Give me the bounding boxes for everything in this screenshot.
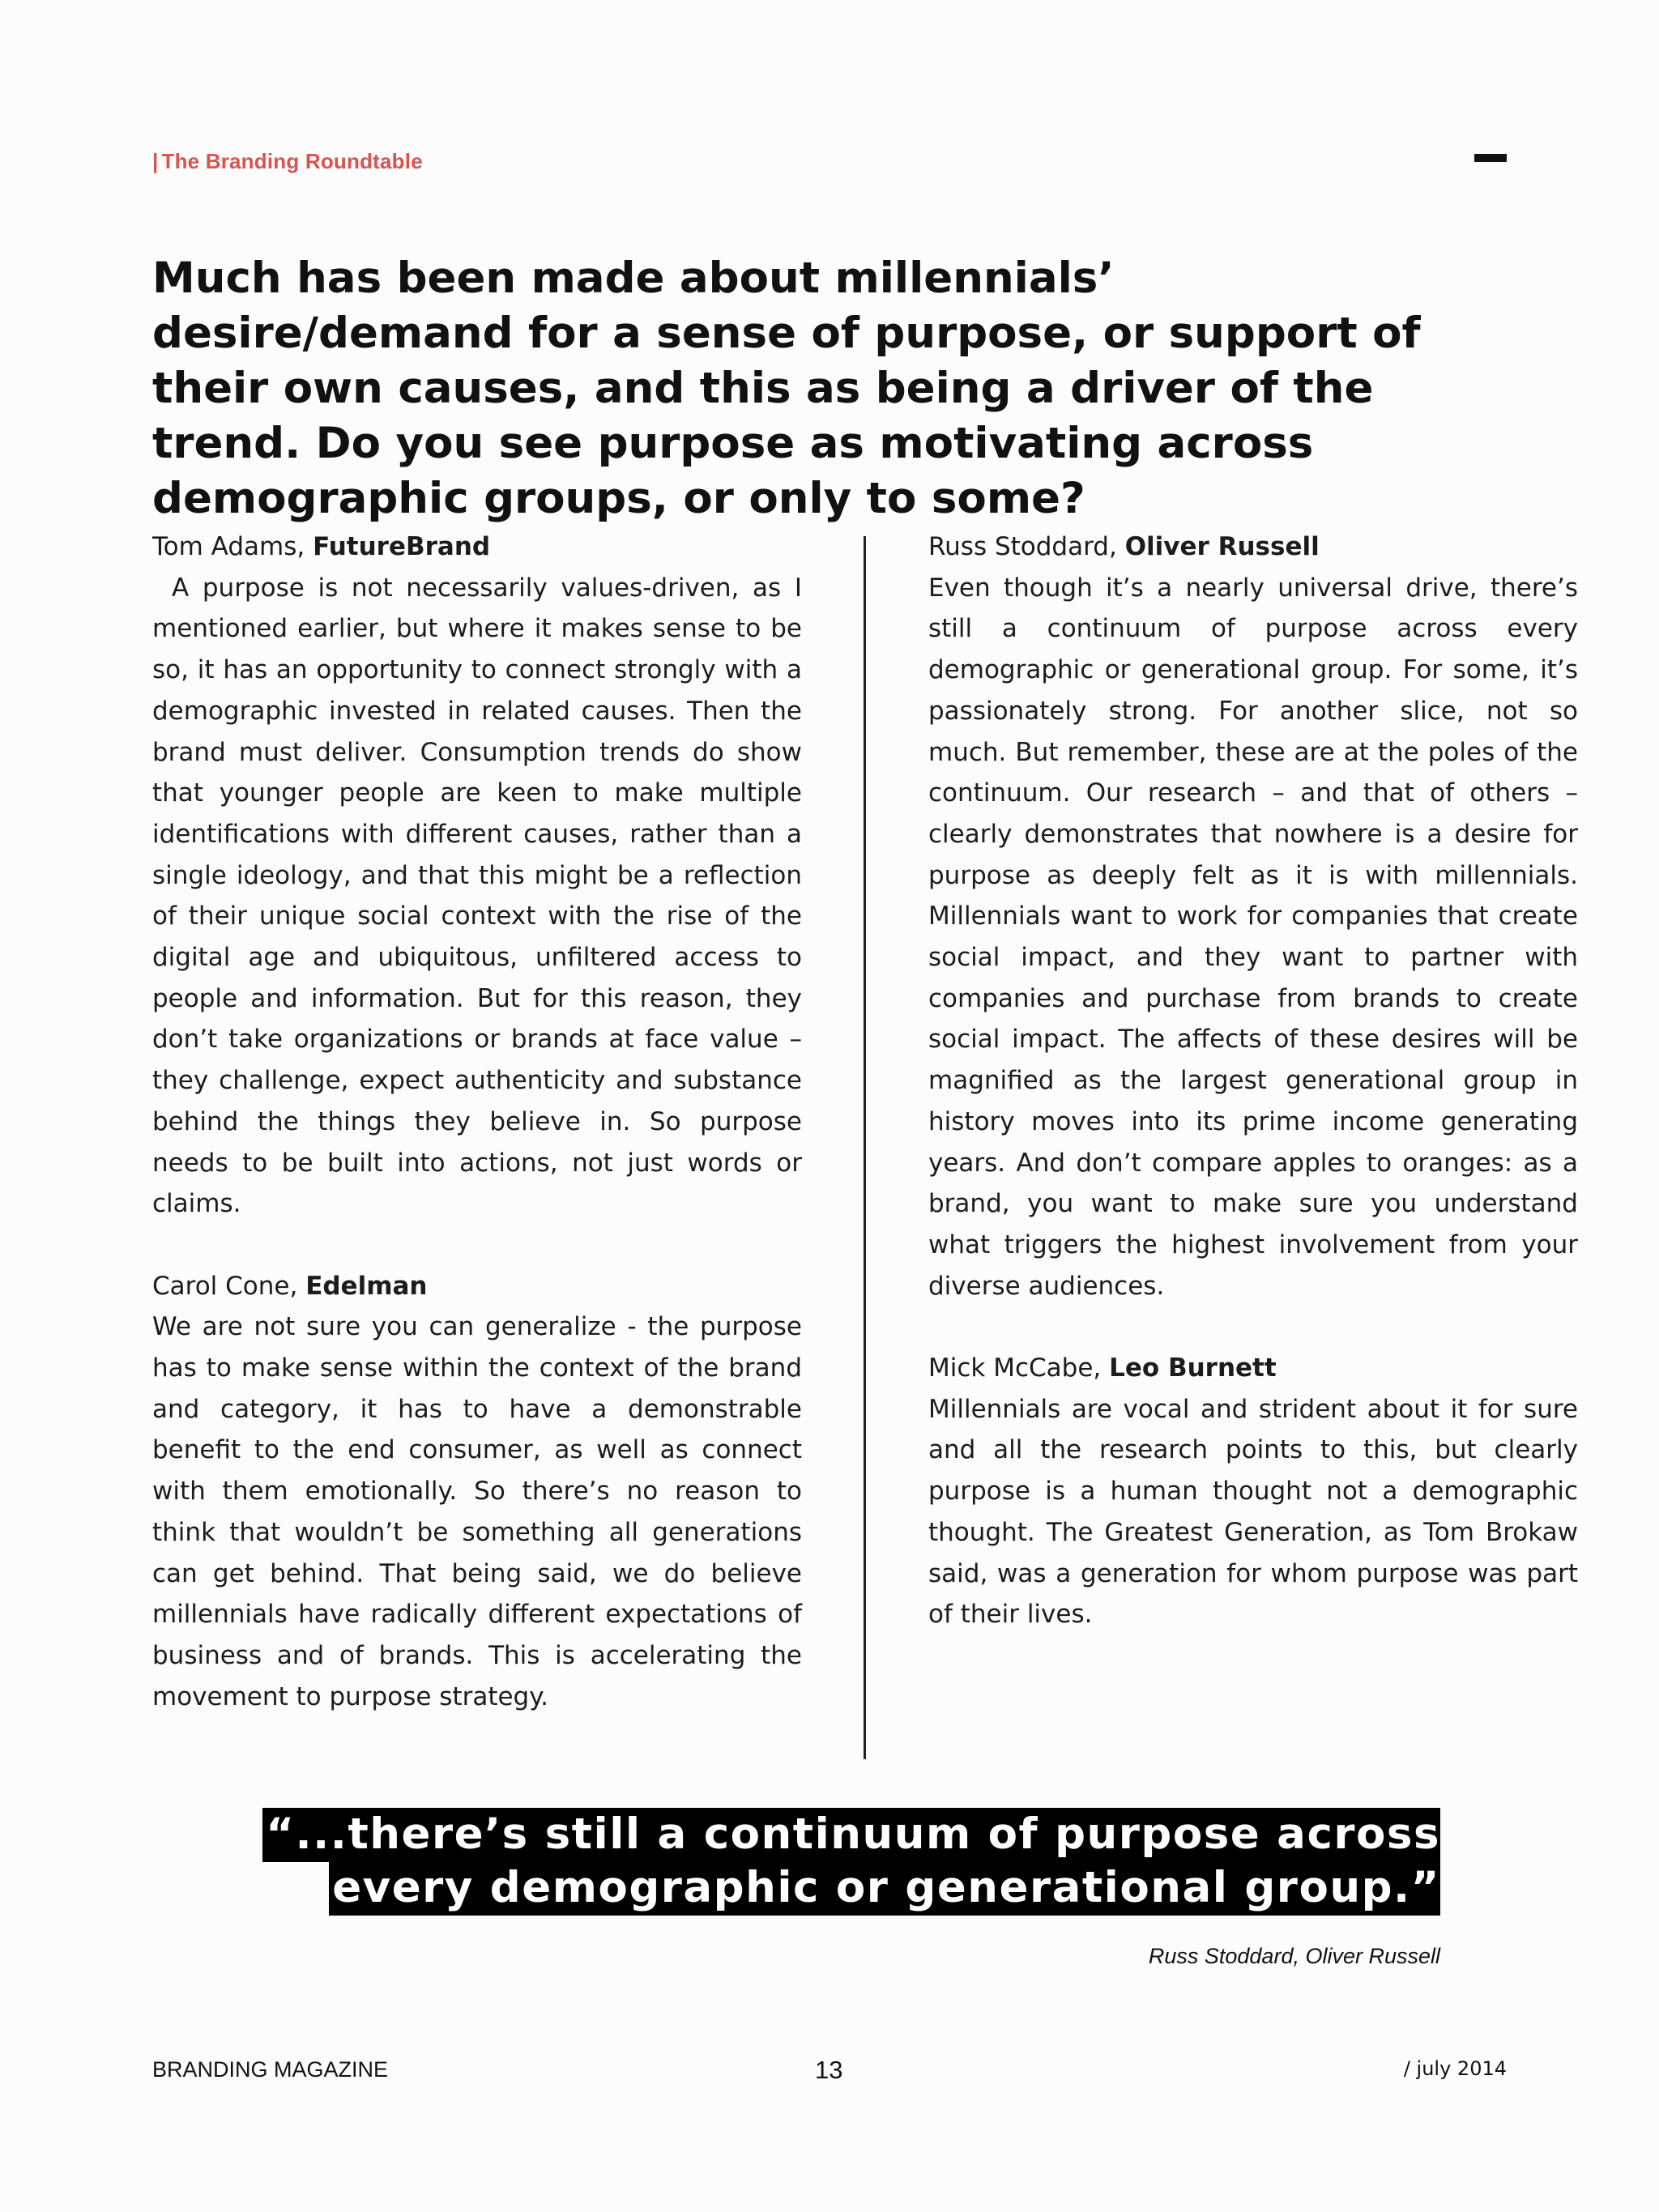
speaker-credit: [152, 526, 802, 568]
pull-quote-credit: Russ Stoddard, Oliver Russell: [1148, 1944, 1440, 1968]
speaker-organization: Leo Burnett: [1109, 1353, 1277, 1383]
column-divider: [864, 536, 866, 1759]
speaker-organization: Oliver Russell: [1124, 532, 1320, 561]
page-number: 13: [815, 2056, 843, 2084]
response-text: A purpose is not necessarily values-driven, as I mentioned earlier, but where it makes sense to be so, it has an opportunity to connect strongly with a demographic invested in related causes. Then the brand must deliver. Consumption trends do show that younger people are keen to make multiple identifications with different causes, rather than a single ideology, and that this might be a reflection of their unique social context with the rise of the digital age and ubiquitous, unfiltered access to people and information. But for this reason, they don’t take organizations or brands at face value – they challenge, expect authenticity and substance behind the things they believe in. So purpose needs to be built into actions, not just words or claims.: [152, 573, 802, 1219]
speaker-organization: FutureBrand: [313, 532, 491, 561]
speaker-credit: [152, 1266, 802, 1307]
speaker-organization: Edelman: [305, 1271, 428, 1301]
speaker-credit: [928, 526, 1578, 568]
footer-magazine-name: BRANDING MAGAZINE: [152, 2057, 389, 2082]
speaker-name: Russ Stoddard,: [928, 532, 1117, 561]
roundtable-question: Much has been made about millennials’ desire/demand for a sense of purpose, or support of their own causes, and this as being a driver of the trend. Do you see purpose as motivating across demographic groups, or only to some?: [152, 254, 1421, 523]
speaker-name: Mick McCabe,: [928, 1353, 1102, 1383]
speaker-credit: [928, 1348, 1578, 1389]
left-column: [152, 526, 802, 1758]
section-label: [152, 149, 423, 174]
right-column: [928, 526, 1578, 1677]
speaker-name: Carol Cone,: [152, 1271, 298, 1301]
section-bar: |: [152, 149, 159, 173]
speaker-name: Tom Adams,: [152, 532, 305, 561]
footer-issue-date: / july 2014: [1403, 2057, 1507, 2080]
response-text: Millennials are vocal and strident about it for sure and all the research points to this, but clearly purpose is a human thought not a demographic thought. The Greatest Generation, as Tom Brokaw said, was a generation for whom purpose was part of their lives.: [928, 1394, 1578, 1630]
corner-mark: [1474, 154, 1507, 162]
section-label-text: The Branding Roundtable: [161, 149, 423, 173]
pull-quote-text: “...there’s still a continuum of purpose across every demographic or generational group.”: [262, 1808, 1440, 1916]
response-text: Even though it’s a nearly universal drive, there’s still a continuum of purpose across every demographic or generational group. For some, it’s passionately strong. For another slice, not so much. But remember, these are at the poles of the continuum. Our research – and that of others – clearly demonstrates that nowhere is a desire for purpose as deeply felt as it is with millennials. Millennials want to work for companies that create social impact, and they want to partner with companies and purchase from brands to create social impact. The affects of these desires will be magnified as the largest generational group in history moves into its prime income generating years. And don’t compare apples to oranges: as a brand, you want to make sure you understand what triggers the highest involvement from your diverse audiences.: [928, 573, 1578, 1301]
response-text: We are not sure you can generalize - the purpose has to make sense within the context of the brand and category, it has to have a demonstrable benefit to the end consumer, as well as connect with them emotionally. So there’s no reason to think that wouldn’t be something all generations can get behind. That being said, we do believe millennials have radically different expectations of business and of brands. This is accelerating the movement to purpose strategy.: [152, 1312, 802, 1711]
pull-quote: [225, 1808, 1440, 1915]
